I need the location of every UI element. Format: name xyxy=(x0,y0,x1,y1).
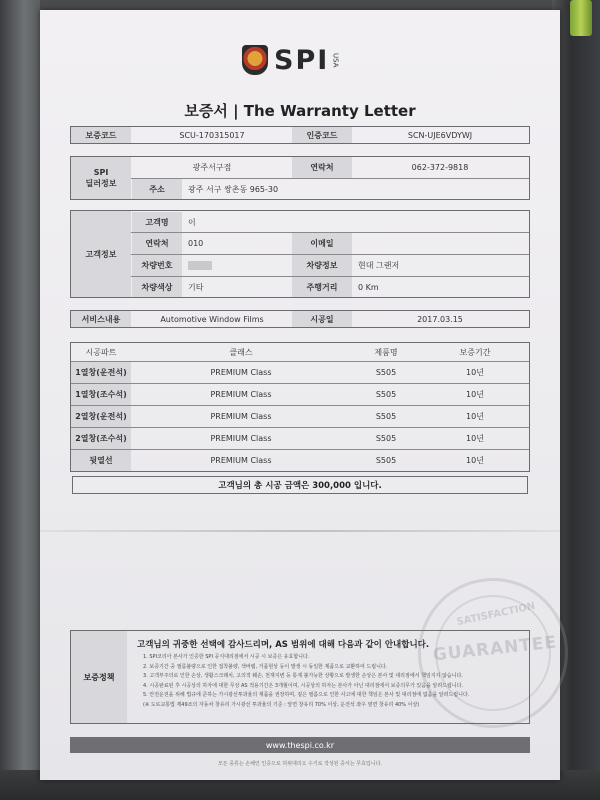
dealer-contact-label: 연락처 xyxy=(292,157,352,178)
footer-note: 모든 종류는 손해인 인증으로 허위대리오 수기로 작성된 증서는 무효입니다. xyxy=(217,761,383,767)
td-class: PREMIUM Class xyxy=(210,456,272,465)
policy-list xyxy=(143,653,521,711)
customer-email-label: 이메일 xyxy=(292,233,352,254)
dealer-address-label: 주소 xyxy=(132,179,182,199)
customer-name-value: 이 xyxy=(188,217,196,227)
plate-value xyxy=(182,255,292,276)
brand-sub: USA xyxy=(331,52,340,68)
td-warranty: 10년 xyxy=(466,456,484,465)
car-label: 차량정보 xyxy=(292,255,352,276)
td-part: 뒷열선 xyxy=(71,450,131,471)
warranty-document xyxy=(40,10,560,780)
td-warranty: 10년 xyxy=(466,434,484,443)
th-part: 시공파트 xyxy=(85,347,117,357)
td-warranty: 10년 xyxy=(466,412,484,421)
service-label: 서비스내용 xyxy=(71,311,131,327)
redacted-plate xyxy=(188,261,212,270)
total-amount: 고객님의 총 시공 금액은 300,000 입니다. xyxy=(72,476,528,494)
service-value: Automotive Window Films xyxy=(160,314,264,324)
brand-logo xyxy=(242,44,339,76)
td-product: S505 xyxy=(375,368,397,377)
install-date-label: 시공일 xyxy=(292,311,352,327)
warranty-code-label: 보증코드 xyxy=(71,127,131,143)
td-product: S505 xyxy=(375,390,397,399)
color-value: 기타 xyxy=(188,282,204,292)
dealer-name: 광주서구점 xyxy=(192,163,232,172)
policy-item: 5. 안전운전을 위해 법규에 준하는 가시광선투과율의 제품을 권장하며, 짙은 필름으로 인한 사고에 대한 책임은 본사 및 대리점에 없음을 알려드립니다. xyxy=(143,692,470,699)
green-clip xyxy=(570,0,592,36)
td-warranty: 10년 xyxy=(466,390,484,399)
cert-code-label: 인증코드 xyxy=(292,127,352,143)
customer-phone-value: 010 xyxy=(188,239,204,248)
policy-item: (※ 도로교통법 제49조의 자동차 창유리 가시광선 투과율의 기준 : 앞면 창유리 70% 이상, 운전석 좌우 옆면 창유리 40% 이상) xyxy=(143,701,420,708)
cert-code-value: SCN-UJE6VDYWJ xyxy=(407,130,473,140)
td-class: PREMIUM Class xyxy=(210,390,272,399)
stamp-top-text: SATISFACTION xyxy=(455,600,537,629)
color-label: 차량색상 xyxy=(132,277,182,297)
customer-phone-label: 연락처 xyxy=(132,233,182,254)
policy-item: 3. 고객부주의로 인한 손상, 생활스크래치, 고의적 훼손, 천재지변 등 통제 불가능한 상황으로 발생한 손상은 본사 및 대리점에서 책임지지 않습니다. xyxy=(143,673,463,680)
td-class: PREMIUM Class xyxy=(210,434,272,443)
mileage-label: 주행거리 xyxy=(292,277,352,297)
policy-box xyxy=(70,630,530,724)
customer-email-value xyxy=(352,233,528,254)
page-title: 보증서 | The Warranty Letter xyxy=(184,102,416,120)
policy-item: 1. SPI코리아 본사가 인증한 SPI 공식대리점에서 시공 시 보증은 유효합니다. xyxy=(143,654,310,660)
policy-label: 보증정책 xyxy=(71,631,127,723)
td-product: S505 xyxy=(375,456,397,465)
crest-icon xyxy=(242,45,268,75)
td-class: PREMIUM Class xyxy=(210,412,272,421)
website-link[interactable]: www.thespi.co.kr xyxy=(70,737,530,753)
car-value: 현대 그랜저 xyxy=(358,261,400,270)
td-part: 2열창(운전석) xyxy=(71,406,131,427)
stamp-main-text: GUARANTEE xyxy=(431,632,559,666)
td-product: S505 xyxy=(375,434,397,443)
td-warranty: 10년 xyxy=(466,368,484,377)
customer-name-label: 고객명 xyxy=(132,212,182,232)
warranty-code-value: SCU-170315017 xyxy=(179,130,245,140)
dealer-address-value: 광주 서구 쌍촌동 965-30 xyxy=(188,184,279,194)
td-class: PREMIUM Class xyxy=(210,368,272,377)
policy-item: 4. 시공완료된 후 시공상의 하자에 대한 무상 AS 적용기간은 3개월이며, 시공상의 하자는 본사가 아닌 대리점에서 보증의무가 있음을 알려드립니다. xyxy=(143,682,464,689)
install-date-value: 2017.03.15 xyxy=(417,314,463,324)
th-warranty-period: 보증기간 xyxy=(459,347,491,357)
background-left xyxy=(0,0,40,800)
dealer-section-label: SPI 딜러정보 xyxy=(71,157,131,199)
policy-item: 2. 보증기간 중 필름불량으로 인한 접착불량, 색바램, 거품현상 등이 발생 시 동일한 제품으로 교환하여 드립니다. xyxy=(143,663,388,670)
td-product: S505 xyxy=(375,412,397,421)
policy-heading: 고객님의 귀중한 선택에 감사드리며, AS 범위에 대해 다음과 같이 안내합니다. xyxy=(137,640,430,650)
brand-name: SPI xyxy=(274,44,330,76)
plate-label: 차량번호 xyxy=(132,255,182,276)
paper-fold xyxy=(40,530,560,532)
td-part: 1열창(운전석) xyxy=(71,362,131,383)
td-part: 2열창(조수석) xyxy=(71,428,131,449)
mileage-value: 0 Km xyxy=(358,282,379,292)
dealer-contact-value: 062-372-9818 xyxy=(411,163,469,172)
th-product: 제품명 xyxy=(374,347,398,357)
customer-section-label: 고객정보 xyxy=(71,211,131,297)
th-class: 클래스 xyxy=(229,347,253,357)
td-part: 1열창(조수석) xyxy=(71,384,131,405)
